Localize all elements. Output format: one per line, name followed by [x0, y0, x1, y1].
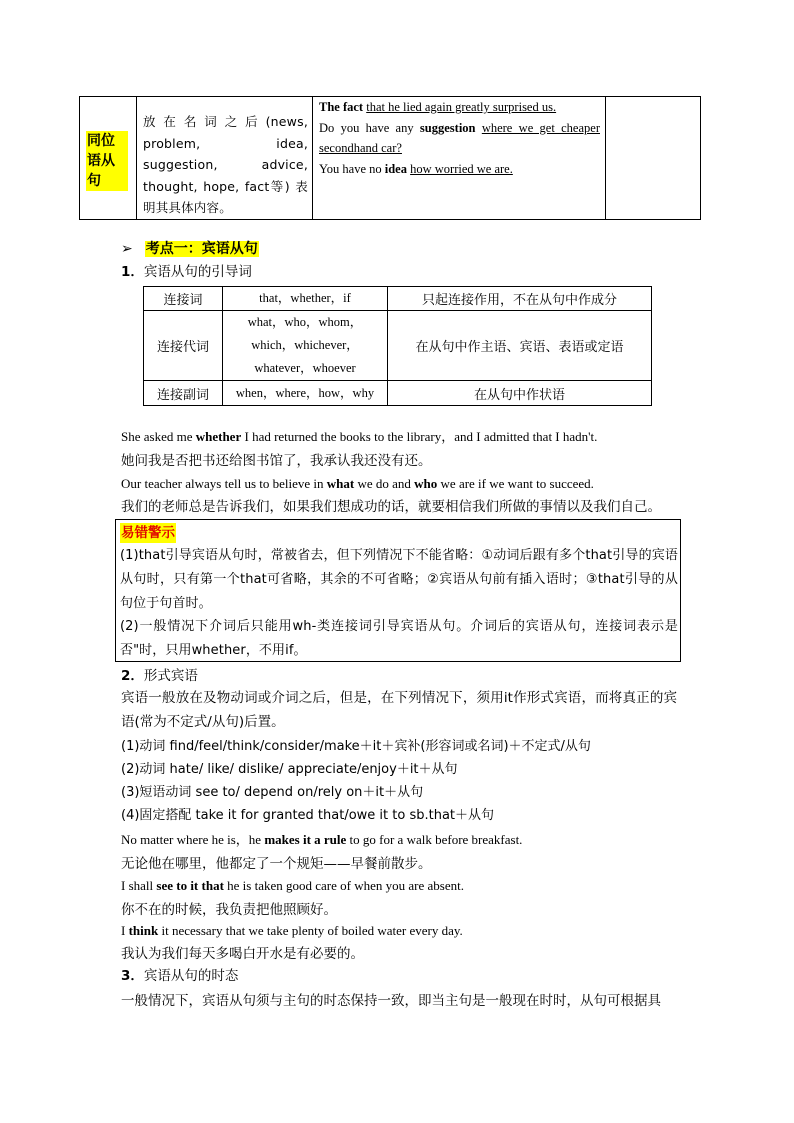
warning-title: 易错警示 — [121, 525, 175, 541]
example-sentence — [121, 474, 594, 494]
subheading-1 — [121, 262, 252, 282]
sentence-text: we are if we want to succeed. — [437, 476, 594, 491]
table-row — [80, 97, 701, 220]
words-cell: that，whether，if — [223, 287, 388, 311]
warning-point-1: (1)that引导宾语从句时，常被省去，但下列情况下不能省略：①动词后跟有多个that引导的宾语从句时，只有第一个that可省略，其余的不可省略；②宾语从句前有插入语时；③that引导的从句位于句首时。 — [120, 548, 678, 611]
empty-cell — [606, 97, 701, 220]
sentence-text: it necessary that we take plenty of boiled water every day. — [158, 923, 463, 938]
word-line: whatever，whoever — [254, 361, 356, 375]
example-keyword: suggestion — [419, 120, 476, 135]
example-translation: 无论他在哪里，他都定了一个规矩——早餐前散步。 — [121, 856, 432, 872]
section-heading — [121, 239, 259, 259]
example-clause: where we get cheaper secondhand car? — [319, 120, 600, 155]
connective-table — [143, 286, 652, 406]
arrow-icon: ➢ — [121, 241, 133, 257]
appositive-label: 同位语从句 — [86, 131, 128, 191]
sentence-keyword: see to it that — [156, 878, 224, 893]
table-row — [144, 287, 652, 311]
sub-title: 形式宾语 — [143, 668, 198, 684]
appositive-table — [79, 96, 701, 220]
list-item: (2)动词 hate/ like/ dislike/ appreciate/enjoy＋it＋从句 — [121, 762, 458, 777]
sentence-text: She asked me — [121, 429, 196, 444]
example-clause: how worried we are. — [410, 161, 513, 176]
sentence-keyword: think — [128, 923, 159, 938]
type-cell: 连接副词 — [144, 381, 223, 406]
example-keyword: idea — [384, 161, 407, 176]
example-line — [319, 97, 600, 118]
sub-number: 1． — [121, 264, 144, 280]
example-translation: 你不在的时候，我负责把他照顾好。 — [121, 902, 337, 918]
sentence-keyword: whether — [195, 429, 242, 444]
type-cell: 连接词 — [144, 287, 223, 311]
description-cell — [137, 97, 313, 220]
example-text: Do you have any — [319, 120, 420, 135]
paragraph: 一般情况下，宾语从句须与主句的时态保持一致，即当主句是一般现在时时，从句可根据具 — [121, 993, 661, 1009]
example-line — [319, 118, 600, 159]
sub-number: 2． — [121, 668, 144, 684]
sentence-text: I — [121, 923, 129, 938]
example-translation: 我认为我们每天多喝白开水是有必要的。 — [121, 946, 364, 962]
sentence-text: I had returned the books to the library，and I admitted that I hadn't. — [241, 429, 598, 444]
list-item: (3)短语动词 see to/ depend on/rely on＋it＋从句 — [121, 785, 424, 800]
function-cell: 在从句中作主语、宾语、表语或定语 — [388, 311, 652, 381]
table-row — [144, 311, 652, 381]
sub-number: 3． — [121, 968, 144, 984]
examples-cell — [313, 97, 606, 220]
word-line: what，who，whom， — [247, 315, 363, 329]
example-sentence — [121, 830, 522, 850]
subheading-3 — [121, 966, 238, 986]
example-translation: 她问我是否把书还给图书馆了，我承认我还没有还。 — [121, 453, 432, 469]
words-cell — [223, 311, 388, 381]
appositive-description: 放在名词之后(news, problem, idea, suggestion, advice, thought, hope, fact等) 表明其具体内容。 — [143, 114, 308, 215]
function-cell: 只起连接作用，不在从句中作成分 — [388, 287, 652, 311]
sentence-text: I shall — [121, 878, 157, 893]
example-sentence — [121, 427, 597, 447]
list-item: (1)动词 find/feel/think/consider/make＋it＋宾补(形容词或名词)＋不定式/从句 — [121, 739, 591, 754]
sentence-keyword: what — [326, 476, 355, 491]
sub-title: 宾语从句的时态 — [143, 968, 239, 984]
example-clause: that he lied again greatly surprised us. — [366, 100, 557, 114]
warning-box — [115, 519, 681, 662]
paragraph: 宾语一般放在及物动词或介词之后，但是，在下列情况下，须用it作形式宾语，而将真正的宾语(常为不定式/从句)后置。 — [121, 690, 677, 730]
example-keyword: The fact — [319, 100, 364, 114]
label-cell — [80, 97, 137, 220]
example-translation: 我们的老师总是告诉我们，如果我们想成功的话，就要相信我们所做的事情以及我们自己。 — [121, 499, 661, 515]
sentence-keyword: makes it a rule — [264, 832, 347, 847]
example-text: You have no — [319, 161, 385, 176]
sentence-keyword: who — [414, 476, 438, 491]
sentence-text: Our teacher always tell us to believe in — [121, 476, 327, 491]
type-cell: 连接代词 — [144, 311, 223, 381]
appositive-examples — [313, 97, 605, 179]
table-row — [144, 381, 652, 406]
sentence-text: to go for a walk before breakfast. — [346, 832, 523, 847]
function-cell: 在从句中作状语 — [388, 381, 652, 406]
example-line — [319, 159, 600, 180]
subheading-2 — [121, 666, 198, 686]
sentence-text: he is taken good care of when you are absent. — [223, 878, 464, 893]
list-item: (4)固定搭配 take it for granted that/owe it to sb.that＋从句 — [121, 808, 495, 823]
section-title: 考点一：宾语从句 — [145, 241, 258, 257]
sentence-text: we do and — [354, 476, 415, 491]
sentence-text: No matter where he is，he — [121, 832, 265, 847]
words-cell: when，where，how，why — [223, 381, 388, 406]
example-sentence — [121, 876, 464, 896]
word-line: which，whichever， — [251, 338, 359, 352]
sub-title: 宾语从句的引导词 — [143, 264, 252, 280]
warning-point-2: (2)一般情况下介词后只能用wh-类连接词引导宾语从句。介词后的宾语从句，连接词表示是否"时，只用whether，不用if。 — [120, 619, 678, 658]
example-sentence — [121, 921, 463, 941]
